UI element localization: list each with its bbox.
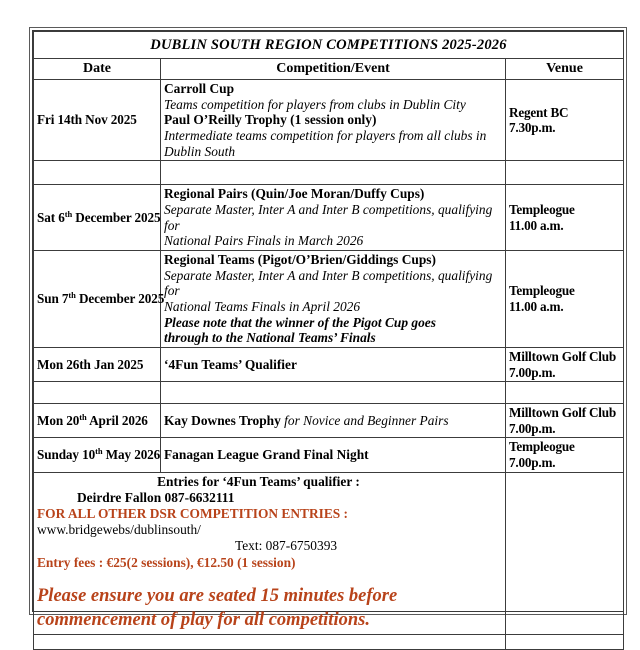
row-event xyxy=(161,251,506,348)
event-line-text: Regional Pairs (Quin/Joe Moran/Duffy Cups) xyxy=(164,186,425,202)
row-venue xyxy=(506,185,624,251)
row-venue xyxy=(506,404,624,438)
table-body xyxy=(34,32,624,650)
table-row xyxy=(34,438,624,472)
row-date: Sat 6th December 2025 xyxy=(34,185,161,251)
event-line xyxy=(164,447,502,463)
date-ordinal-suffix: th xyxy=(79,411,87,422)
spacer-row xyxy=(34,161,624,185)
event-line-text: Separate Master, Inter A and Inter B competitions, qualifying for xyxy=(164,202,493,233)
page-title: DUBLIN SOUTH REGION COMPETITIONS 2025-2026 xyxy=(34,32,624,59)
venue-line: 7.00p.m. xyxy=(509,454,556,470)
venue-line: Regent BC xyxy=(509,104,569,120)
event-line-text: Teams competition for players from clubs in Dublin City xyxy=(164,96,466,112)
venue-line: Milltown Golf Club xyxy=(509,405,617,421)
row-date: Mon 20th April 2026 xyxy=(34,404,161,438)
event-line-text: Dublin South xyxy=(164,143,236,159)
row-event xyxy=(161,185,506,251)
footer-entries-heading: Entries for ‘4Fun Teams’ qualifier : xyxy=(157,473,360,489)
venue-line: Milltown Golf Club xyxy=(509,349,617,365)
venue-line: 7.30p.m. xyxy=(509,120,556,136)
event-line-text: through to the National Teams’ Finals xyxy=(164,330,376,346)
spacer-cell-event xyxy=(161,161,506,185)
venue-line: Templeogue xyxy=(509,439,575,455)
column-header-venue: Venue xyxy=(506,59,624,80)
event-line xyxy=(164,315,502,331)
bottom-blank-venue-cell xyxy=(506,634,624,649)
bottom-blank-cell xyxy=(34,634,506,649)
event-line xyxy=(164,144,502,160)
row-date: Sun 7th December 2025 xyxy=(34,251,161,348)
footer-text-number: Text: 087-6750393 xyxy=(235,537,338,553)
spacer-cell-date xyxy=(34,382,161,404)
venue-line: 7.00p.m. xyxy=(509,364,556,380)
event-line xyxy=(164,357,502,373)
row-event xyxy=(161,348,506,382)
event-line xyxy=(164,186,502,202)
event-line xyxy=(164,112,502,128)
row-event xyxy=(161,80,506,161)
footer-notice-line-2: commencement of play for all competitions. xyxy=(37,610,370,631)
spacer-cell-venue xyxy=(506,382,624,404)
row-date: Sunday 10th May 2026 xyxy=(34,438,161,472)
event-line-text: ‘4Fun Teams’ Qualifier xyxy=(164,356,297,372)
column-header-event: Competition/Event xyxy=(161,59,506,80)
row-venue xyxy=(506,438,624,472)
venue-line: 7.00p.m. xyxy=(509,420,556,436)
event-line-text: Fanagan League Grand Final Night xyxy=(164,447,369,463)
header-row xyxy=(34,59,624,80)
event-line-text: Paul O’Reilly Trophy (1 session only) xyxy=(164,112,377,128)
table-row xyxy=(34,80,624,161)
column-header-date: Date xyxy=(34,59,161,80)
event-line xyxy=(164,81,502,97)
event-line xyxy=(164,128,502,144)
event-line-text: Intermediate teams competition for players from all clubs in xyxy=(164,128,487,144)
row-date: Fri 14th Nov 2025 xyxy=(34,80,161,161)
spacer-cell-date xyxy=(34,161,161,185)
footer-venue-blank xyxy=(506,472,624,634)
spacer-row xyxy=(34,382,624,404)
footer-notice xyxy=(37,584,502,633)
date-ordinal-suffix: th xyxy=(68,290,76,301)
event-line xyxy=(164,268,502,299)
spacer-cell-venue xyxy=(506,161,624,185)
venue-line: Templeogue xyxy=(509,283,575,299)
event-line-text: National Pairs Finals in March 2026 xyxy=(164,233,364,249)
table-row xyxy=(34,404,624,438)
event-line xyxy=(164,413,502,429)
row-venue xyxy=(506,348,624,382)
event-line xyxy=(164,252,502,268)
footer-blank-row xyxy=(34,634,624,649)
footer-row xyxy=(34,472,624,634)
venue-line: 11.00 a.m. xyxy=(509,299,564,315)
table-row xyxy=(34,185,624,251)
spacer-cell-event xyxy=(161,382,506,404)
venue-line: Templeogue xyxy=(509,202,575,218)
title-row xyxy=(34,32,624,59)
date-ordinal-suffix: th xyxy=(95,445,103,456)
event-line-text: Kay Downes Trophy xyxy=(164,412,281,428)
competitions-table xyxy=(33,31,624,650)
event-line-text: Carroll Cup xyxy=(164,81,235,96)
row-event xyxy=(161,438,506,472)
event-line-suffix: for Novice and Beginner Pairs xyxy=(280,412,449,428)
row-event xyxy=(161,404,506,438)
footer-entry-fees: Entry fees : €25(2 sessions), €12.50 (1 session) xyxy=(37,554,296,570)
event-line xyxy=(164,202,502,233)
footer-website[interactable]: www.bridgewebs/dublinsouth/ xyxy=(37,521,201,537)
event-line xyxy=(164,299,502,315)
venue-line: 11.00 a.m. xyxy=(509,217,564,233)
event-line-text: Separate Master, Inter A and Inter B competitions, qualifying for xyxy=(164,267,493,299)
footer-contact-name: Deirdre Fallon 087-6632111 xyxy=(77,489,235,505)
date-ordinal-suffix: th xyxy=(64,208,73,219)
event-line-text: National Teams Finals in April 2026 xyxy=(164,299,361,315)
event-line xyxy=(164,330,502,346)
footer-info xyxy=(34,472,506,634)
row-venue xyxy=(506,251,624,348)
row-date: Mon 26th Jan 2025 xyxy=(34,348,161,382)
table-row xyxy=(34,348,624,382)
row-venue xyxy=(506,80,624,161)
event-line xyxy=(164,97,502,113)
table-row xyxy=(34,251,624,348)
event-line-text: Please note that the winner of the Pigot Cup goes xyxy=(164,314,436,330)
footer-notice-line-1: Please ensure you are seated 15 minutes before xyxy=(37,586,398,607)
footer-all-other-heading: FOR ALL OTHER DSR COMPETITION ENTRIES : xyxy=(37,505,349,521)
event-line-text: Regional Teams (Pigot/O’Brien/Giddings Cups) xyxy=(164,252,436,268)
event-line xyxy=(164,233,502,249)
